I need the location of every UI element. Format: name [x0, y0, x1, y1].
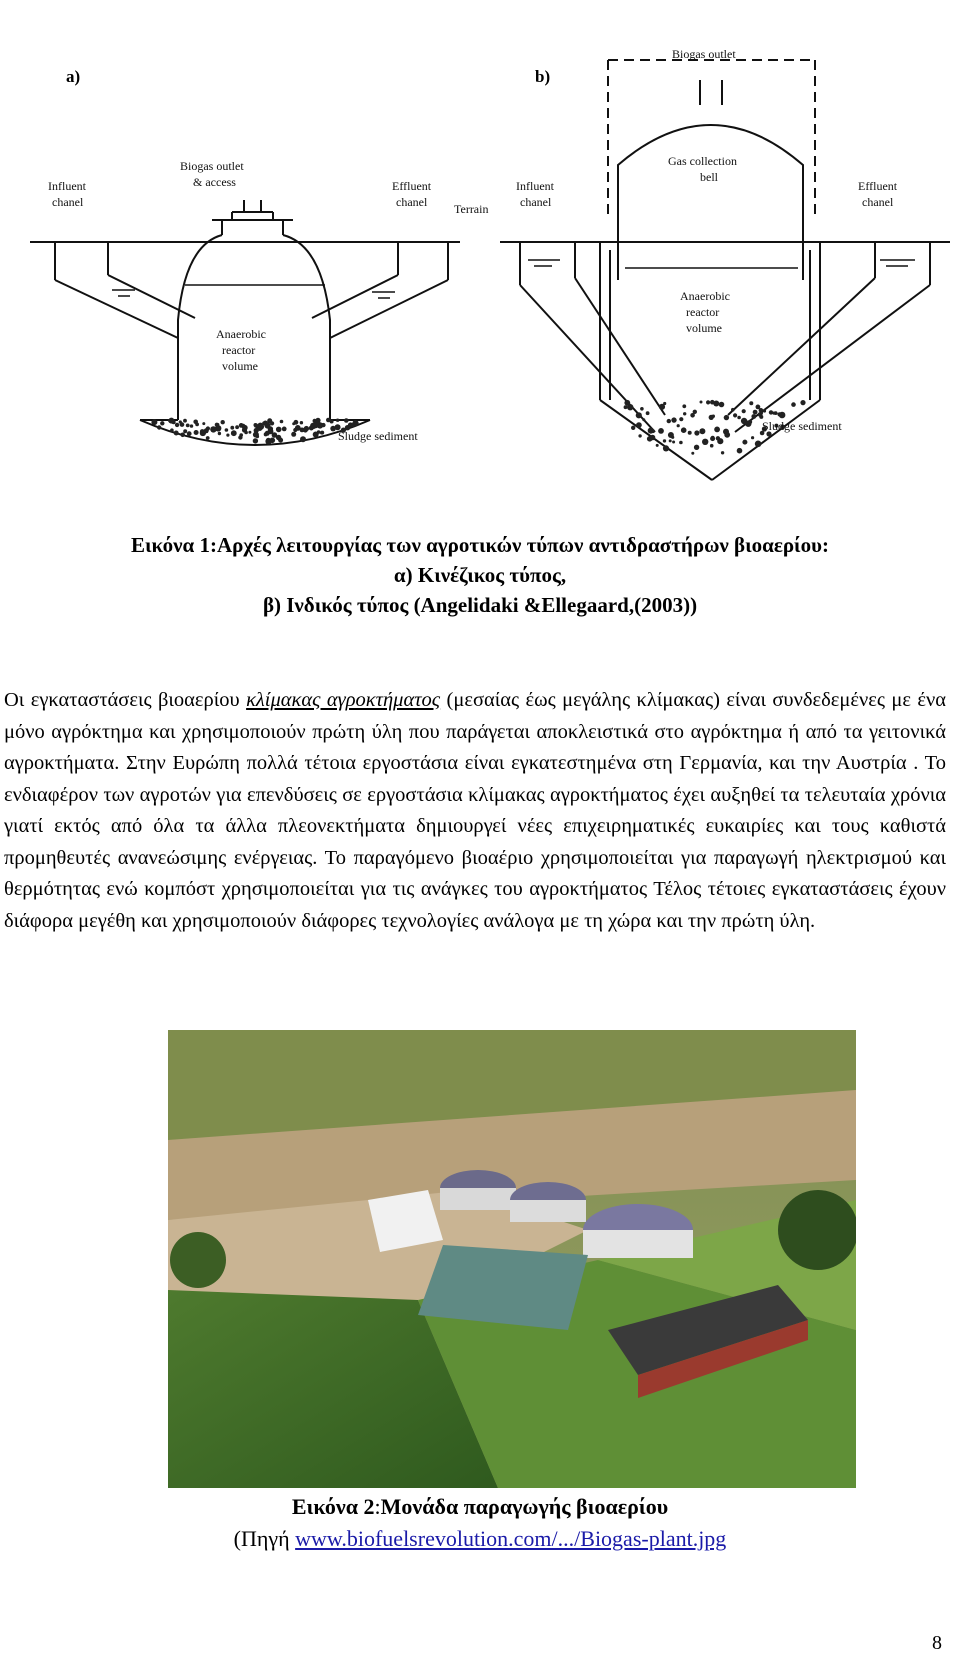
- b-reactor-label-3: volume: [686, 321, 722, 335]
- figure-2-number: Εικόνα 2: [291, 1494, 375, 1519]
- b-gas-bell-label-2: bell: [700, 170, 718, 184]
- b-reactor-label-1: Anaerobic: [680, 289, 730, 303]
- body-paragraph: [4, 685, 946, 937]
- panel-b-label: b): [535, 67, 551, 86]
- figure-1-caption-line-3: β) Ινδικός τύπος (Angelidaki &Ellegaard,(2003)): [262, 593, 698, 617]
- b-influent-channel-label: chanel: [520, 195, 552, 209]
- b-gas-bell-label-1: Gas collection: [668, 154, 737, 168]
- a-influent-label: Influent: [48, 179, 86, 193]
- b-biogas-outlet-label: Biogas outlet: [672, 47, 736, 61]
- source-prefix: (Πηγή: [233, 1526, 296, 1551]
- body-text-start: Οι εγκαταστάσεις βιοαερίου: [4, 689, 247, 711]
- figure-2-separator: :: [374, 1494, 381, 1519]
- body-text-rest: (μεσαίας έως μεγάλης κλίμακας) είναι συνδεδεμένες με ένα μόνο αγρόκτημα και χρησιμοποιούν πρώτη ύλη που παράγεται αποκλειστικά στο αγρόκτημα ή από τα γειτονικά αγροκτήματα. Στην Ευρώπη πολλά τέτοια εργοστάσια είναι εγκατεστημένα στη Γερμανία, και την Αυστρία . Το ενδιαφέρον των αγροτών για επενδύσεις σε εργοστάσια κλίμακας αγροκτήματος έχει αυξηθεί τα τελευταία χρόνια γιατί εκτός από όλα τα άλλα πλεονεκτήματα δημιουργεί νέες επιχειρηματικές ευκαιρίες και τους καθιστά προμηθευτές ανανεώσιμης ενέργειας. Το παραγόμενο βιοαέριο χρησιμοποιείται για παραγωγή ηλεκτρισμού και θερμότητας ενώ κομπόστ χρησιμοποιείται για τις ανάγκες του αγροκτήματος Τέλος τέτοιες εγκαταστάσεις έχουν διάφορα μεγέθη και χρησιμοποιούν διάφορες τεχνολογίες ανάλογα με τη χώρα και την πρώτη ύλη.: [4, 689, 946, 932]
- figure-1-caption-line-1: Εικόνα 1:Αρχές λειτουργίας των αγροτικών τύπων αντιδραστήρων βιοαερίου:: [131, 533, 829, 557]
- biogas-plant-photo: [168, 1030, 856, 1488]
- a-effluent-label: Effluent: [392, 179, 432, 193]
- figure-1-caption-line-2: α) Κινέζικος τύπος,: [393, 563, 567, 587]
- figure-2-title-text: Μονάδα παραγωγής βιοαερίου: [380, 1494, 669, 1519]
- panel-a-label: a): [66, 67, 81, 86]
- a-biogas-outlet-label: Biogas outlet: [180, 159, 244, 173]
- figure-2-title: [0, 1491, 960, 1523]
- source-link[interactable]: www.biofuelsrevolution.com/.../Biogas-plant.jpg: [295, 1526, 727, 1551]
- b-reactor-label-2: reactor: [686, 305, 720, 319]
- a-reactor-label-2: reactor: [222, 343, 256, 357]
- reactor-diagram: [0, 20, 960, 495]
- farm-scale-link[interactable]: κλίμακας αγροκτήματος: [246, 689, 441, 711]
- a-reactor-label-1: Anaerobic: [216, 327, 266, 341]
- a-sludge-label: Sludge sediment: [338, 429, 418, 443]
- figure-2-caption: [0, 1491, 960, 1555]
- figure-1-caption: [0, 530, 960, 620]
- figure-2-source: [0, 1523, 960, 1555]
- a-access-label: & access: [193, 175, 236, 189]
- b-effluent-channel-label: chanel: [862, 195, 894, 209]
- b-effluent-label: Effluent: [858, 179, 898, 193]
- terrain-label: Terrain: [454, 202, 489, 216]
- a-reactor-label-3: volume: [222, 359, 258, 373]
- b-influent-label: Influent: [516, 179, 554, 193]
- b-sludge-label: Sludge sediment: [762, 419, 842, 433]
- a-effluent-channel-label: chanel: [396, 195, 428, 209]
- a-influent-channel-label: chanel: [52, 195, 84, 209]
- page-number: 8: [932, 1632, 942, 1654]
